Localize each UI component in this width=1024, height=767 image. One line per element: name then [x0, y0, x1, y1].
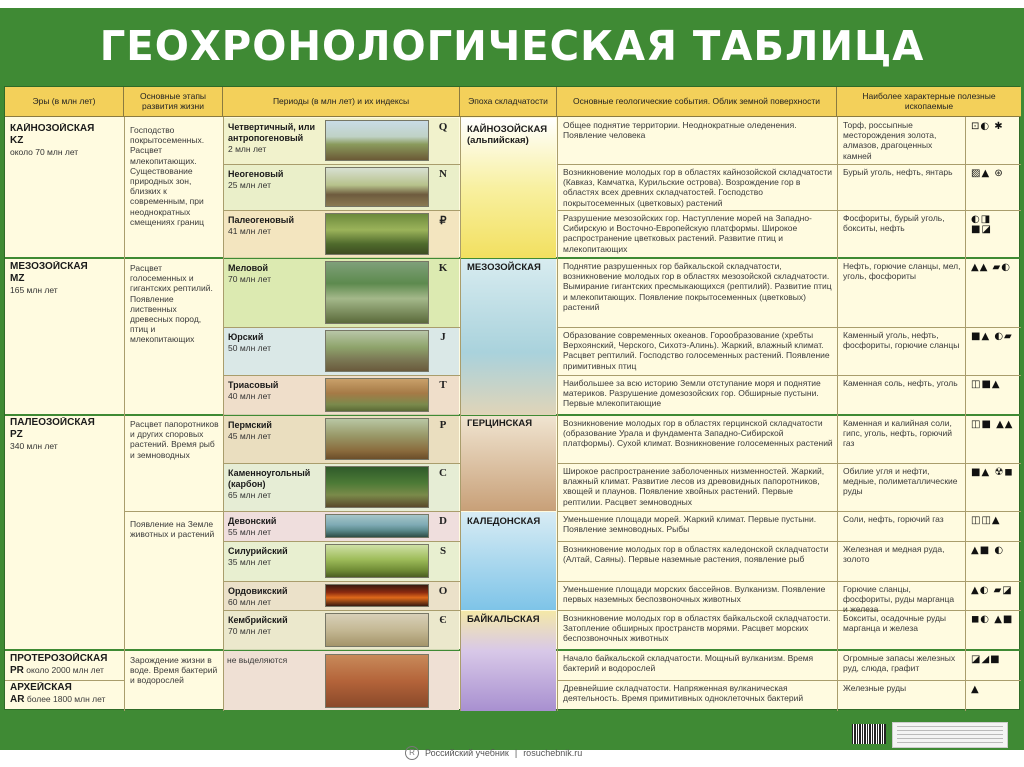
mineral-symbols-icon: ◫◫▲ [971, 515, 1001, 526]
period-cell [228, 122, 323, 154]
period-index: D [439, 515, 447, 527]
period-illustration [325, 261, 429, 324]
period-name: Силурийский [228, 546, 288, 556]
period-cell [228, 332, 323, 353]
mineral-text: Горючие сланцы, фосфориты, руды марганца и железа [843, 584, 955, 615]
era-duration: 165 млн лет [10, 285, 58, 295]
row-divider [557, 375, 1021, 376]
period-index: K [438, 262, 448, 274]
period-index: O [438, 585, 448, 597]
era-duration: более 1800 млн лет [26, 694, 106, 704]
header-periods: Периоды (в млн лет) и их индексы [223, 87, 460, 117]
mineral-text: Каменная соль, нефть, уголь [843, 378, 958, 388]
period-duration: 41 млн лет [228, 225, 271, 236]
life-paleozoic-early: Появление на Земле животных и растений [130, 519, 215, 540]
era-index: PZ [10, 429, 23, 440]
event-text: Уменьшение площади морей. Жаркий климат. Первые пустыни. Появление земноводных. Рыбы [563, 514, 817, 535]
publisher-name: Российский учебник [425, 748, 509, 758]
period-cell [228, 468, 323, 500]
period-index: C [439, 467, 447, 479]
era-index: PR [10, 665, 24, 676]
epoch-band [461, 611, 556, 711]
mineral-text: Огромные запасы железных руд, слюда, графит [843, 653, 956, 674]
mineral-text: Каменный уголь, нефть, фосфориты, горючие сланцы [843, 330, 960, 351]
period-cell [228, 420, 323, 441]
era-paleozoic [10, 417, 120, 451]
period-duration: 2 млн лет [228, 143, 267, 154]
period-index: Є [439, 614, 447, 626]
period-index: J [440, 331, 446, 343]
era-index: AR [10, 694, 25, 705]
epoch-mesozoic: МЕЗОЗОЙСКАЯ [467, 262, 541, 273]
header-life: Основные этапы развития жизни [124, 87, 223, 117]
page-title: ГЕОХРОНОЛОГИЧЕСКАЯ ТАБЛИЦА [99, 22, 925, 70]
footer [405, 746, 582, 760]
epoch-band [461, 416, 556, 511]
barcode [852, 724, 886, 744]
period-name: Каменноугольный (карбон) [228, 468, 311, 489]
row-divider [557, 541, 1021, 542]
era-name: ПРОТЕРОЗОЙСКАЯ [10, 653, 108, 664]
life-paleozoic-late: Расцвет папоротников и других споровых растений. Время рыб и земноводных [130, 419, 219, 460]
period-name: Меловой [228, 263, 269, 273]
era-name: МЕЗОЗОЙСКАЯ [10, 261, 88, 272]
period-name: Юрский [228, 332, 264, 342]
period-name: Неогеновый [228, 169, 284, 179]
period-cell [228, 586, 323, 607]
row-divider [557, 164, 1021, 165]
event-text: Начало байкальской складчатости. Мощный вулканизм. Время бактерий и водорослей [563, 653, 814, 674]
header-minerals: Наиболее характерные полезные ископаемые [837, 87, 1021, 117]
mineral-text: Бурый уголь, нефть, янтарь [843, 167, 953, 177]
period-illustration [325, 544, 429, 578]
mineral-text: Железные руды [843, 683, 907, 693]
period-duration: 70 млн лет [228, 273, 271, 284]
event-text: Широкое распространение заболоченных низменностей. Жаркий, влажный климат. Развитие лесов из древовидных папоротников, хвощей и плаунов. Появление хвойных растений. Первые рептилии. Расцвет земноводных [563, 466, 825, 507]
row-divider [124, 511, 223, 512]
period-duration: 45 млн лет [228, 430, 271, 441]
mineral-symbols-icon: ■▲ ◐▰ [971, 331, 1013, 342]
epoch-baikal: БАЙКАЛЬСКАЯ [467, 614, 540, 625]
mineral-symbols-icon: ◐◨ ■◪ [971, 214, 992, 235]
mineral-symbols-icon: ▨▲ ⊛ [971, 168, 1004, 179]
publisher-logo-icon: R [405, 746, 419, 760]
event-text: Уменьшение площади морских бассейнов. Вулканизм. Появление первых наземных беспозвоночных животных [563, 584, 826, 605]
era-name: ПАЛЕОЗОЙСКАЯ [10, 417, 95, 428]
era-index: KZ [10, 135, 24, 146]
period-duration: 55 млн лет [228, 526, 271, 537]
period-cell [228, 169, 323, 190]
mineral-text: Обилие угля и нефти, медные, полиметаллические руды [843, 466, 958, 497]
period-illustration [325, 378, 429, 412]
event-text: Образование современных океанов. Горообразование (хребты Верхоянский, Черского, Сихотэ-Алинь). Жаркий, влажный климат. Расцвет рептилий. Господство голосеменных растений. Появление примитивных птиц [563, 330, 830, 371]
period-duration: 25 млн лет [228, 179, 271, 190]
mineral-text: Соли, нефть, горючий газ [843, 514, 944, 524]
column-divider [557, 117, 558, 711]
period-name: Пермский [228, 420, 272, 430]
epoch-hercynian: ГЕРЦИНСКАЯ [467, 418, 533, 429]
period-illustration [325, 613, 429, 647]
event-text: Общее поднятие территории. Неоднократные оледенения. Появление человека [563, 120, 797, 141]
mineral-symbols-icon: ◪◢■ [971, 654, 1001, 665]
period-name: Девонский [228, 516, 277, 526]
mineral-symbols-icon: ▲■ ◐ [971, 545, 1005, 556]
era-name: АРХЕЙСКАЯ [10, 682, 72, 693]
header-events: Основные геологические события. Облик земной поверхности [557, 87, 837, 117]
mineral-text: Фосфориты, бурый уголь, бокситы, нефть [843, 213, 945, 234]
mineral-symbols-icon: ■▲ ☢◼ [971, 467, 1014, 478]
period-duration: 40 млн лет [228, 390, 271, 401]
mineral-symbols-icon: ▲ [971, 684, 980, 695]
header-epoch: Эпоха складчатости [460, 87, 557, 117]
period-illustration [325, 330, 429, 372]
period-duration: 50 млн лет [228, 342, 271, 353]
mineral-symbols-icon: ⊡◐ ✱ [971, 121, 1004, 132]
period-index: T [439, 379, 447, 391]
period-duration: 70 млн лет [228, 625, 271, 636]
mineral-text: Бокситы, осадочные руды марганца и железа [843, 613, 947, 634]
row-divider [557, 463, 1021, 464]
period-cell [228, 615, 323, 636]
period-index: N [439, 168, 447, 180]
mineral-text: Торф, россыпные месторождения золота, алмазов, драгоценных камней [843, 120, 937, 161]
period-name: Палеогеновый [228, 215, 295, 225]
row-divider [557, 680, 1021, 681]
mineral-text: Железная и медная руда, золото [843, 544, 945, 565]
event-text: Поднятие разрушенных гор байкальской складчатости, возникновение молодых гор в областях мезозойской складчатости. Вымирание гигантских пресмыкающихся (рептилий). Развитие птиц и млекопитающих. Появление покрытосеменных (цветковых) растений [563, 261, 832, 312]
period-index: S [439, 545, 447, 557]
period-name: Четвертичный, или антропогеновый [228, 122, 316, 143]
row-divider [557, 581, 1021, 582]
mineral-symbols-icon: ◼◐ ▲■ [971, 614, 1014, 625]
period-illustration [325, 167, 429, 207]
era-name: КАЙНОЗОЙСКАЯ [10, 123, 95, 134]
period-illustration [325, 120, 429, 161]
era-duration: около 70 млн лет [10, 147, 79, 157]
row-divider [557, 210, 1021, 211]
event-text: Древнейшие складчатости. Напряженная вулканическая деятельность. Время примитивных одноклеточных бактерий [563, 683, 804, 704]
row-divider [557, 511, 1021, 512]
row-divider [5, 680, 124, 681]
mineral-symbols-icon: ◫■ ▲▲ [971, 419, 1014, 430]
life-cenozoic: Господство покрытосеменных. Расцвет млекопитающих. Существование природных зон, близких к современным, при неоднократных смещениях границ [130, 125, 205, 227]
mineral-symbols-icon: ▲◐ ▰◪ [971, 585, 1013, 596]
period-illustration [325, 514, 429, 538]
period-name: Ордовикский [228, 586, 288, 596]
period-illustration [325, 466, 429, 508]
era-index: MZ [10, 273, 25, 284]
life-mesozoic: Расцвет голосеменных и гигантских рептилий. Появление лиственных древесных пород, птиц и млекопитающих [130, 263, 213, 345]
era-duration: 340 млн лет [10, 441, 58, 451]
era-archean [10, 682, 124, 706]
geochronology-table [4, 86, 1020, 710]
period-index: P [439, 419, 447, 431]
period-cell [228, 263, 323, 284]
event-text: Разрушение мезозойских гор. Наступление морей на Западно-Сибирскую и Восточно-Европейскую платформы. Широкое распространение цветковых растений. Развитие птиц и млекопитающих [563, 213, 812, 254]
imprint-block [892, 722, 1008, 748]
period-cell [228, 380, 323, 401]
mineral-text: Каменная и калийная соли, гипс, уголь, нефть, горючий газ [843, 418, 952, 449]
period-index: ₽ [439, 215, 447, 227]
column-divider [837, 117, 838, 711]
period-index: Q [438, 121, 448, 133]
header-eras: Эры (в млн лет) [5, 87, 124, 117]
life-precambrian: Зарождение жизни в воде. Время бактерий и водорослей [130, 655, 218, 686]
event-text: Возникновение молодых гор в областях байкальской складчатости. Затопление обширных пространств морями. Расцвет морских беспозвоночных животных [563, 613, 831, 644]
mineral-symbols-icon: ◫■▲ [971, 379, 1001, 390]
era-cenozoic [10, 123, 120, 157]
footer-divider: | [514, 748, 518, 758]
event-text: Возникновение молодых гор в областях кайнозойской складчатости (Кавказ, Камчатка, Курильские острова). Возрождение гор в областях всех древних складчатостей. Господство покрытосеменных (цветковых) растений [563, 167, 832, 208]
row-divider [557, 327, 1021, 328]
mineral-text: Нефть, горючие сланцы, мел, уголь, фосфориты [843, 261, 961, 282]
epoch-caledonian: КАЛЕДОНСКАЯ [467, 516, 541, 527]
event-text: Наибольшее за всю историю Земли отступание моря и поднятие материков. Разрушение домезозойских гор. Обширные пустыни. Первые млекопитающие [563, 378, 821, 409]
period-name: Триасовый [228, 380, 279, 390]
period-illustration [325, 213, 429, 255]
column-divider [965, 117, 966, 711]
column-divider [124, 117, 125, 711]
period-duration: 35 млн лет [228, 556, 271, 567]
period-duration: 60 млн лет [228, 596, 271, 607]
event-text: Возникновение молодых гор в областях каледонской складчатости (Алтай, Саяны). Первые наземные растения, появление рыб [563, 544, 829, 565]
publisher-site: rosuchebnik.ru [523, 748, 583, 758]
era-proterozoic [10, 653, 124, 677]
period-illustration [325, 584, 429, 607]
epoch-alpine: КАЙНОЗОЙСКАЯ (альпийская) [467, 124, 548, 146]
period-cell [228, 215, 323, 236]
event-text: Возникновение молодых гор в областях герцинской складчатости (образование Урала и фундамента Западно-Сибирской платформы). Сухой климат. Возникновение голосеменных растений [563, 418, 833, 449]
period-illustration [325, 654, 429, 708]
epoch-band [461, 259, 556, 415]
period-duration: 65 млн лет [228, 489, 271, 500]
no-periods-label: не выделяются [227, 655, 288, 665]
period-name: Кембрийский [228, 615, 288, 625]
era-duration: около 2000 млн лет [26, 665, 104, 675]
period-cell [228, 516, 323, 537]
period-illustration [325, 418, 429, 460]
era-mesozoic [10, 261, 120, 295]
mineral-symbols-icon: ▲▲ ▰◐ [971, 262, 1011, 273]
period-cell [228, 546, 323, 567]
